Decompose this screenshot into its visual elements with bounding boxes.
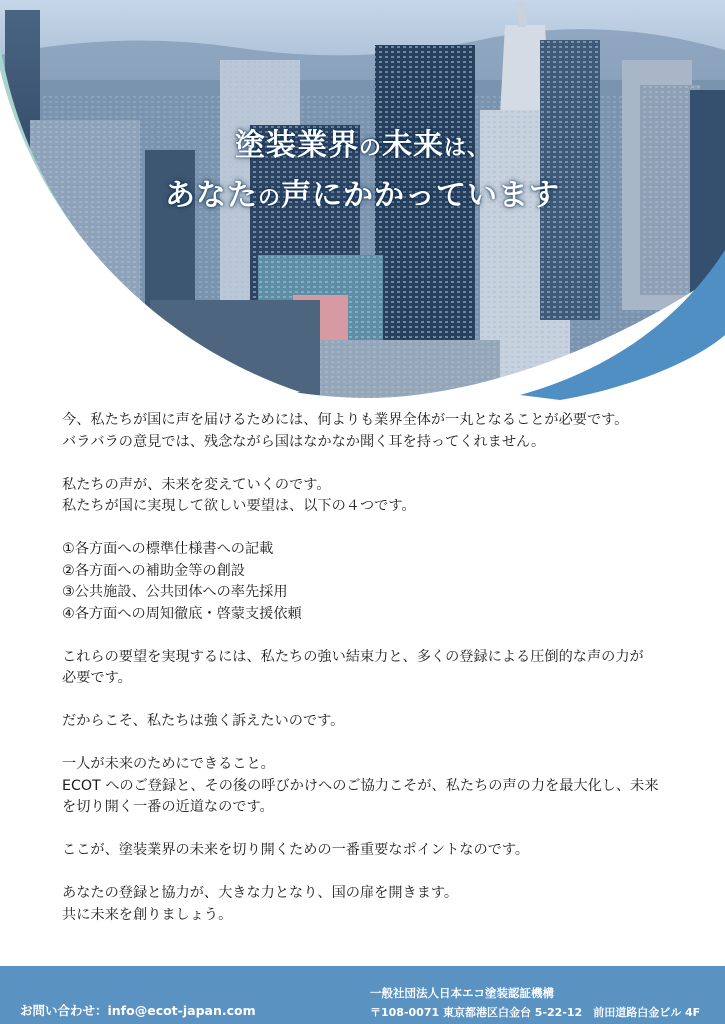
request-item: ④各方面への周知徹底・啓蒙支援依頼	[62, 605, 302, 622]
headline-line-1: 塗装業界の未来は、	[234, 128, 491, 163]
paragraph-line: 共に未来を創りましょう。	[62, 906, 233, 923]
paragraph-line: 一人が未来のためにできること。	[62, 756, 275, 772]
paragraph-line: これらの要望を実現するには、私たちの強い結束力と、多くの登録による圧倒的な声の力が	[62, 648, 644, 665]
paragraph-line: を切り開く一番の近道なのです。	[62, 799, 274, 815]
paragraph-line: 私たちが国に実現して欲しい要望は、以下の４つです。	[62, 498, 416, 514]
body-text	[62, 410, 702, 926]
paragraph-line: 私たちの声が、未来を変えていくのです。	[62, 476, 331, 493]
paragraph-line: ここが、塗装業界の未来を切り開くための一番重要なポイントなのです。	[62, 842, 530, 858]
organization-address: 〒108-0071 東京都港区白金台 5-22-12 前田道路白金ビル 4F	[370, 1006, 701, 1019]
paragraph-line: ECOT へのご登録と、その後の呼びかけへのご協力こそが、私たちの声の力を最大化し、未来	[62, 777, 659, 794]
paragraph-line: バラバラの意見では、残念ながら国はなかなか聞く耳を持ってくれません。	[62, 433, 546, 450]
organization-name: 一般社団法人日本エコ塗装認証機構	[370, 986, 554, 1000]
footer	[0, 966, 725, 1024]
paragraph-line: 必要です。	[62, 670, 132, 686]
request-item: ①各方面への標準仕様書への記載	[62, 541, 274, 557]
request-item: ②各方面への補助金等の創設	[62, 562, 245, 579]
contact-email-link[interactable]: お問い合わせ：info@ecot-japan.com	[20, 1003, 256, 1018]
headline-line-2: あなたの声にかかっています	[164, 178, 560, 213]
paragraph-line: だからこそ、私たちは強く訴えたいのです。	[62, 713, 345, 729]
request-item: ③公共施設、公共団体への率先採用	[62, 584, 288, 600]
paragraph-line: あなたの登録と協力が、大きな力となり、国の扉を開きます。	[62, 885, 459, 901]
paragraph-line: 今、私たちが国に声を届けるためには、何よりも業界全体が一丸となることが必要です。	[62, 412, 629, 428]
